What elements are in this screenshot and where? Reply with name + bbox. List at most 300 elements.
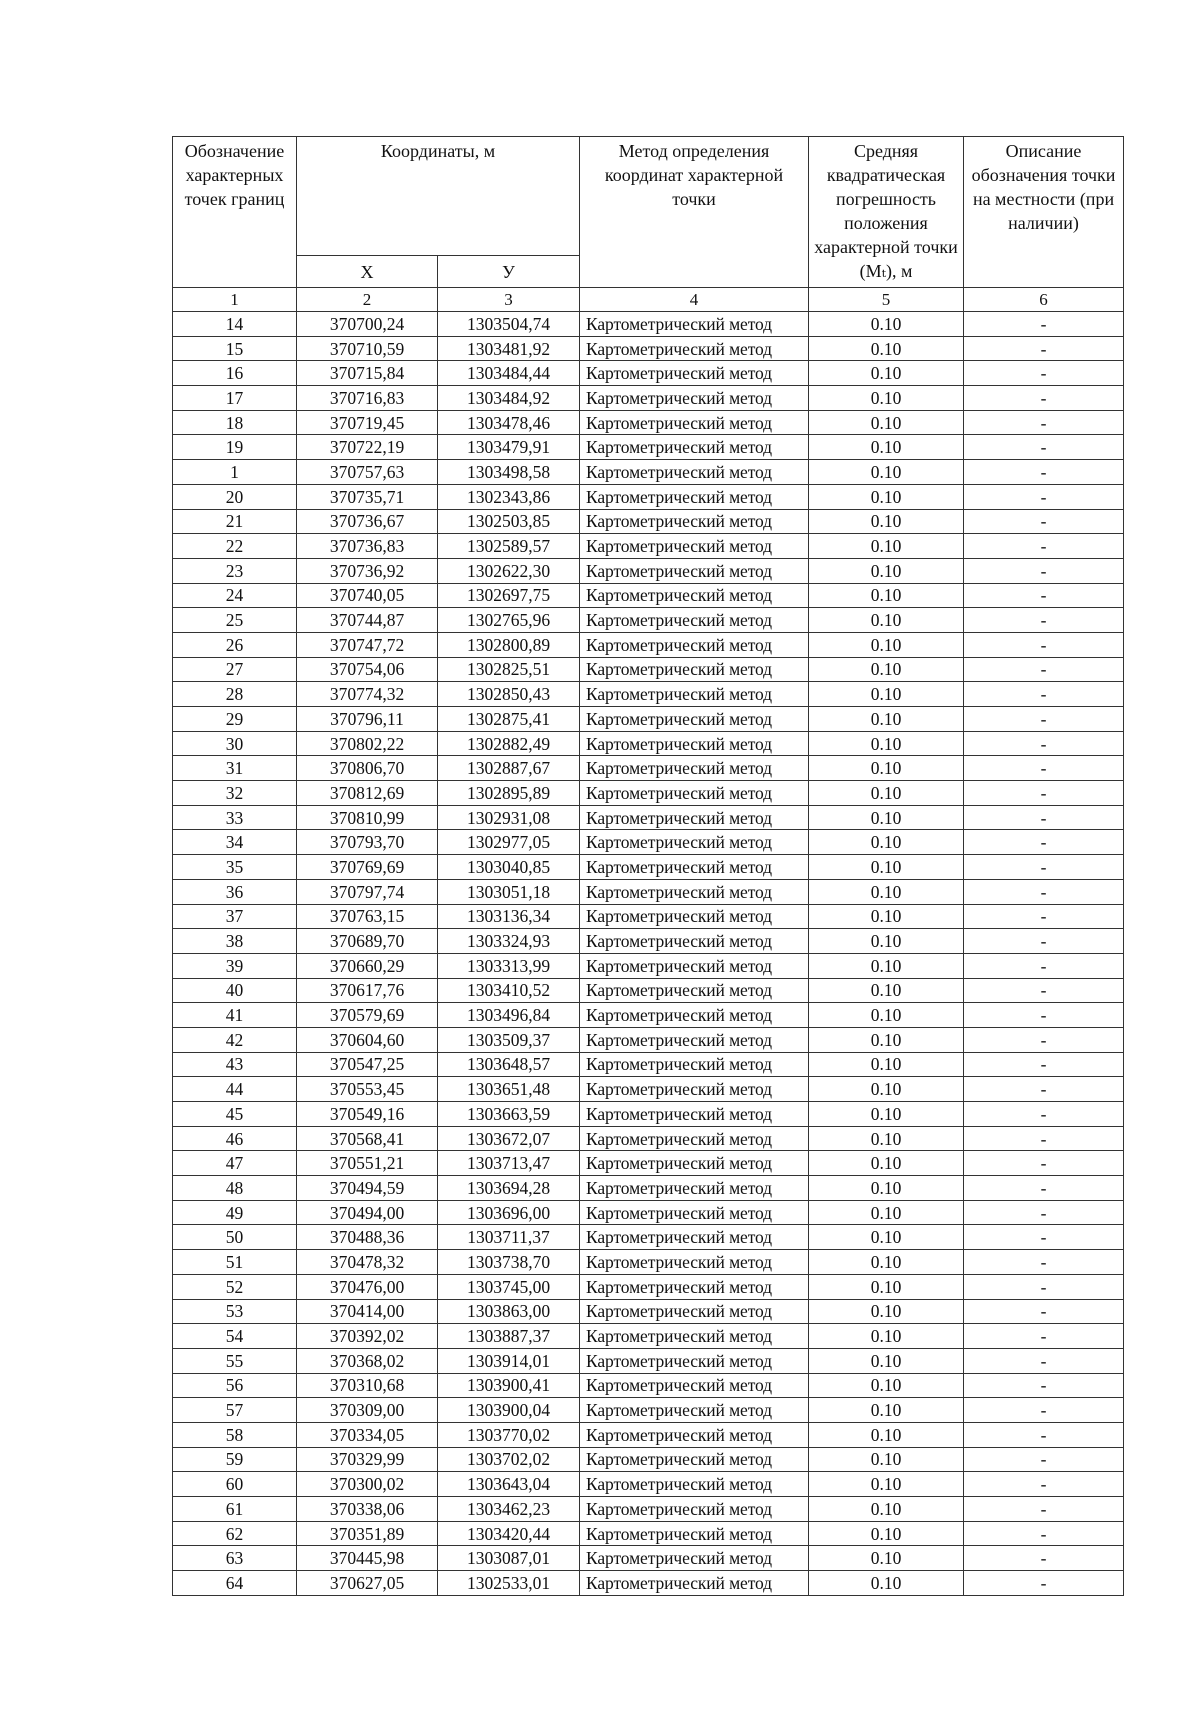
method-cell: Картометрический метод (580, 1422, 809, 1447)
y-coordinate-cell: 1303651,48 (438, 1077, 580, 1102)
x-coordinate-cell: 370660,29 (297, 953, 438, 978)
x-coordinate-cell: 370627,05 (297, 1571, 438, 1596)
point-cell: 18 (173, 410, 297, 435)
header-description: Описание обозначения точки на местности (при наличии) (964, 137, 1124, 288)
y-coordinate-cell: 1303410,52 (438, 978, 580, 1003)
description-cell: - (964, 632, 1124, 657)
table-row (173, 707, 1124, 732)
y-coordinate-cell: 1303696,00 (438, 1200, 580, 1225)
accuracy-cell: 0.10 (809, 1126, 964, 1151)
header-accuracy: Средняя квадратическая погрешность положения характерной точки (Mₜ), м (809, 137, 964, 288)
x-coordinate-cell: 370719,45 (297, 410, 438, 435)
y-coordinate-cell: 1303694,28 (438, 1176, 580, 1201)
point-cell: 53 (173, 1299, 297, 1324)
y-coordinate-cell: 1303672,07 (438, 1126, 580, 1151)
point-cell: 50 (173, 1225, 297, 1250)
y-coordinate-cell: 1303478,46 (438, 410, 580, 435)
table-row (173, 879, 1124, 904)
point-cell: 44 (173, 1077, 297, 1102)
table-row (173, 1225, 1124, 1250)
point-cell: 26 (173, 632, 297, 657)
description-cell: - (964, 386, 1124, 411)
x-coordinate-cell: 370368,02 (297, 1348, 438, 1373)
point-cell: 29 (173, 707, 297, 732)
point-cell: 47 (173, 1151, 297, 1176)
table-row (173, 410, 1124, 435)
accuracy-cell: 0.10 (809, 1447, 964, 1472)
accuracy-cell: 0.10 (809, 1373, 964, 1398)
accuracy-cell: 0.10 (809, 1176, 964, 1201)
x-coordinate-cell: 370547,25 (297, 1052, 438, 1077)
table-row (173, 1027, 1124, 1052)
description-cell: - (964, 953, 1124, 978)
x-coordinate-cell: 370812,69 (297, 781, 438, 806)
y-coordinate-cell: 1302343,86 (438, 484, 580, 509)
y-coordinate-cell: 1302875,41 (438, 707, 580, 732)
accuracy-cell: 0.10 (809, 312, 964, 337)
table-row (173, 1274, 1124, 1299)
table-row (173, 805, 1124, 830)
table-row (173, 1176, 1124, 1201)
y-coordinate-cell: 1303914,01 (438, 1348, 580, 1373)
table-row (173, 1398, 1124, 1423)
description-cell: - (964, 904, 1124, 929)
table-row (173, 558, 1124, 583)
point-cell: 34 (173, 830, 297, 855)
description-cell: - (964, 1052, 1124, 1077)
x-coordinate-cell: 370796,11 (297, 707, 438, 732)
x-coordinate-cell: 370617,76 (297, 978, 438, 1003)
accuracy-cell: 0.10 (809, 1324, 964, 1349)
description-cell: - (964, 312, 1124, 337)
y-coordinate-cell: 1303484,44 (438, 361, 580, 386)
column-number: 5 (809, 288, 964, 312)
description-cell: - (964, 756, 1124, 781)
x-coordinate-cell: 370549,16 (297, 1102, 438, 1127)
method-cell: Картометрический метод (580, 707, 809, 732)
description-cell: - (964, 1472, 1124, 1497)
point-cell: 40 (173, 978, 297, 1003)
method-cell: Картометрический метод (580, 855, 809, 880)
y-coordinate-cell: 1303887,37 (438, 1324, 580, 1349)
table-row (173, 781, 1124, 806)
accuracy-cell: 0.10 (809, 879, 964, 904)
y-coordinate-cell: 1302765,96 (438, 608, 580, 633)
accuracy-cell: 0.10 (809, 978, 964, 1003)
y-coordinate-cell: 1302533,01 (438, 1571, 580, 1596)
description-cell: - (964, 558, 1124, 583)
coordinates-table (172, 136, 1124, 1596)
point-cell: 17 (173, 386, 297, 411)
table-row (173, 1546, 1124, 1571)
point-cell: 37 (173, 904, 297, 929)
y-coordinate-cell: 1303481,92 (438, 336, 580, 361)
point-cell: 58 (173, 1422, 297, 1447)
description-cell: - (964, 1497, 1124, 1522)
accuracy-cell: 0.10 (809, 361, 964, 386)
table-row (173, 1472, 1124, 1497)
y-coordinate-cell: 1302697,75 (438, 583, 580, 608)
description-cell: - (964, 781, 1124, 806)
accuracy-cell: 0.10 (809, 682, 964, 707)
table-row (173, 336, 1124, 361)
x-coordinate-cell: 370774,32 (297, 682, 438, 707)
description-cell: - (964, 978, 1124, 1003)
method-cell: Картометрический метод (580, 1102, 809, 1127)
table-row (173, 509, 1124, 534)
x-coordinate-cell: 370744,87 (297, 608, 438, 633)
accuracy-cell: 0.10 (809, 1200, 964, 1225)
accuracy-cell: 0.10 (809, 1003, 964, 1028)
method-cell: Картометрический метод (580, 1077, 809, 1102)
description-cell: - (964, 1447, 1124, 1472)
point-cell: 48 (173, 1176, 297, 1201)
y-coordinate-cell: 1302882,49 (438, 731, 580, 756)
accuracy-cell: 0.10 (809, 1398, 964, 1423)
y-coordinate-cell: 1303770,02 (438, 1422, 580, 1447)
column-number: 2 (297, 288, 438, 312)
description-cell: - (964, 1151, 1124, 1176)
x-coordinate-cell: 370797,74 (297, 879, 438, 904)
accuracy-cell: 0.10 (809, 608, 964, 633)
y-coordinate-cell: 1302977,05 (438, 830, 580, 855)
x-coordinate-cell: 370802,22 (297, 731, 438, 756)
description-cell: - (964, 1003, 1124, 1028)
method-cell: Картометрический метод (580, 386, 809, 411)
description-cell: - (964, 1102, 1124, 1127)
x-coordinate-cell: 370754,06 (297, 657, 438, 682)
accuracy-cell: 0.10 (809, 904, 964, 929)
description-cell: - (964, 1200, 1124, 1225)
description-cell: - (964, 361, 1124, 386)
accuracy-cell: 0.10 (809, 632, 964, 657)
point-cell: 21 (173, 509, 297, 534)
accuracy-cell: 0.10 (809, 657, 964, 682)
accuracy-cell: 0.10 (809, 1422, 964, 1447)
column-number: 1 (173, 288, 297, 312)
table-row (173, 583, 1124, 608)
accuracy-cell: 0.10 (809, 1052, 964, 1077)
accuracy-cell: 0.10 (809, 1151, 964, 1176)
method-cell: Картометрический метод (580, 1348, 809, 1373)
y-coordinate-cell: 1303643,04 (438, 1472, 580, 1497)
table-row (173, 1497, 1124, 1522)
accuracy-cell: 0.10 (809, 1274, 964, 1299)
description-cell: - (964, 1077, 1124, 1102)
method-cell: Картометрический метод (580, 805, 809, 830)
method-cell: Картометрический метод (580, 1151, 809, 1176)
y-coordinate-cell: 1302850,43 (438, 682, 580, 707)
description-cell: - (964, 1348, 1124, 1373)
y-coordinate-cell: 1302503,85 (438, 509, 580, 534)
method-cell: Картометрический метод (580, 879, 809, 904)
point-cell: 33 (173, 805, 297, 830)
x-coordinate-cell: 370736,83 (297, 534, 438, 559)
method-cell: Картометрический метод (580, 1472, 809, 1497)
x-coordinate-cell: 370715,84 (297, 361, 438, 386)
method-cell: Картометрический метод (580, 1447, 809, 1472)
x-coordinate-cell: 370716,83 (297, 386, 438, 411)
method-cell: Картометрический метод (580, 657, 809, 682)
method-cell: Картометрический метод (580, 953, 809, 978)
y-coordinate-cell: 1303900,41 (438, 1373, 580, 1398)
description-cell: - (964, 805, 1124, 830)
description-cell: - (964, 484, 1124, 509)
description-cell: - (964, 1521, 1124, 1546)
method-cell: Картометрический метод (580, 830, 809, 855)
y-coordinate-cell: 1303648,57 (438, 1052, 580, 1077)
description-cell: - (964, 1571, 1124, 1596)
method-cell: Картометрический метод (580, 1274, 809, 1299)
y-coordinate-cell: 1302825,51 (438, 657, 580, 682)
accuracy-cell: 0.10 (809, 855, 964, 880)
point-cell: 55 (173, 1348, 297, 1373)
x-coordinate-cell: 370334,05 (297, 1422, 438, 1447)
description-cell: - (964, 1250, 1124, 1275)
method-cell: Картометрический метод (580, 460, 809, 485)
table-row (173, 1571, 1124, 1596)
y-coordinate-cell: 1303711,37 (438, 1225, 580, 1250)
point-cell: 62 (173, 1521, 297, 1546)
accuracy-cell: 0.10 (809, 1521, 964, 1546)
method-cell: Картометрический метод (580, 904, 809, 929)
description-cell: - (964, 435, 1124, 460)
table-row (173, 1151, 1124, 1176)
point-cell: 59 (173, 1447, 297, 1472)
description-cell: - (964, 1546, 1124, 1571)
x-coordinate-cell: 370700,24 (297, 312, 438, 337)
point-cell: 46 (173, 1126, 297, 1151)
accuracy-cell: 0.10 (809, 929, 964, 954)
x-coordinate-cell: 370494,59 (297, 1176, 438, 1201)
x-coordinate-cell: 370338,06 (297, 1497, 438, 1522)
y-coordinate-cell: 1303702,02 (438, 1447, 580, 1472)
description-cell: - (964, 1274, 1124, 1299)
description-cell: - (964, 1126, 1124, 1151)
y-coordinate-cell: 1303863,00 (438, 1299, 580, 1324)
table-row (173, 731, 1124, 756)
table-row (173, 312, 1124, 337)
table-row (173, 978, 1124, 1003)
method-cell: Картометрический метод (580, 608, 809, 633)
y-coordinate-cell: 1303479,91 (438, 435, 580, 460)
method-cell: Картометрический метод (580, 1225, 809, 1250)
x-coordinate-cell: 370757,63 (297, 460, 438, 485)
accuracy-cell: 0.10 (809, 484, 964, 509)
x-coordinate-cell: 370300,02 (297, 1472, 438, 1497)
point-cell: 60 (173, 1472, 297, 1497)
method-cell: Картометрический метод (580, 1571, 809, 1596)
description-cell: - (964, 1225, 1124, 1250)
x-coordinate-cell: 370736,92 (297, 558, 438, 583)
x-coordinate-cell: 370806,70 (297, 756, 438, 781)
point-cell: 42 (173, 1027, 297, 1052)
point-cell: 14 (173, 312, 297, 337)
x-coordinate-cell: 370478,32 (297, 1250, 438, 1275)
y-coordinate-cell: 1303496,84 (438, 1003, 580, 1028)
method-cell: Картометрический метод (580, 1250, 809, 1275)
description-cell: - (964, 1027, 1124, 1052)
table-row (173, 682, 1124, 707)
table-row (173, 632, 1124, 657)
accuracy-cell: 0.10 (809, 1472, 964, 1497)
x-coordinate-cell: 370735,71 (297, 484, 438, 509)
table-row (173, 830, 1124, 855)
point-cell: 35 (173, 855, 297, 880)
accuracy-cell: 0.10 (809, 336, 964, 361)
description-cell: - (964, 608, 1124, 633)
description-cell: - (964, 1299, 1124, 1324)
accuracy-cell: 0.10 (809, 1348, 964, 1373)
method-cell: Картометрический метод (580, 1200, 809, 1225)
x-coordinate-cell: 370769,69 (297, 855, 438, 880)
point-cell: 51 (173, 1250, 297, 1275)
point-cell: 52 (173, 1274, 297, 1299)
method-cell: Картометрический метод (580, 534, 809, 559)
header-x: X (297, 256, 438, 288)
table-row (173, 1299, 1124, 1324)
y-coordinate-cell: 1303509,37 (438, 1027, 580, 1052)
method-cell: Картометрический метод (580, 410, 809, 435)
description-cell: - (964, 929, 1124, 954)
description-cell: - (964, 731, 1124, 756)
method-cell: Картометрический метод (580, 1052, 809, 1077)
x-coordinate-cell: 370793,70 (297, 830, 438, 855)
point-cell: 22 (173, 534, 297, 559)
method-cell: Картометрический метод (580, 1497, 809, 1522)
header-point-designation: Обозначение характерных точек границ (173, 137, 297, 288)
x-coordinate-cell: 370568,41 (297, 1126, 438, 1151)
point-cell: 20 (173, 484, 297, 509)
accuracy-cell: 0.10 (809, 1250, 964, 1275)
y-coordinate-cell: 1303745,00 (438, 1274, 580, 1299)
table-row (173, 534, 1124, 559)
description-cell: - (964, 1422, 1124, 1447)
description-cell: - (964, 410, 1124, 435)
table-row (173, 1348, 1124, 1373)
accuracy-cell: 0.10 (809, 1102, 964, 1127)
point-cell: 38 (173, 929, 297, 954)
method-cell: Картометрический метод (580, 435, 809, 460)
point-cell: 56 (173, 1373, 297, 1398)
table-row (173, 1521, 1124, 1546)
point-cell: 15 (173, 336, 297, 361)
point-cell: 41 (173, 1003, 297, 1028)
point-cell: 32 (173, 781, 297, 806)
description-cell: - (964, 583, 1124, 608)
description-cell: - (964, 1176, 1124, 1201)
point-cell: 57 (173, 1398, 297, 1423)
method-cell: Картометрический метод (580, 1373, 809, 1398)
table-row (173, 435, 1124, 460)
table-row (173, 904, 1124, 929)
description-cell: - (964, 460, 1124, 485)
y-coordinate-cell: 1303900,04 (438, 1398, 580, 1423)
table-row (173, 1373, 1124, 1398)
method-cell: Картометрический метод (580, 978, 809, 1003)
x-coordinate-cell: 370494,00 (297, 1200, 438, 1225)
method-cell: Картометрический метод (580, 336, 809, 361)
x-coordinate-cell: 370722,19 (297, 435, 438, 460)
method-cell: Картометрический метод (580, 1398, 809, 1423)
method-cell: Картометрический метод (580, 1027, 809, 1052)
accuracy-cell: 0.10 (809, 1299, 964, 1324)
table-row (173, 484, 1124, 509)
x-coordinate-cell: 370740,05 (297, 583, 438, 608)
description-cell: - (964, 707, 1124, 732)
method-cell: Картометрический метод (580, 731, 809, 756)
accuracy-cell: 0.10 (809, 558, 964, 583)
method-cell: Картометрический метод (580, 509, 809, 534)
method-cell: Картометрический метод (580, 1299, 809, 1324)
accuracy-cell: 0.10 (809, 781, 964, 806)
y-coordinate-cell: 1303498,58 (438, 460, 580, 485)
x-coordinate-cell: 370747,72 (297, 632, 438, 657)
header-coordinates: Координаты, м (297, 137, 580, 256)
point-cell: 64 (173, 1571, 297, 1596)
table-row (173, 1102, 1124, 1127)
point-cell: 49 (173, 1200, 297, 1225)
y-coordinate-cell: 1303713,47 (438, 1151, 580, 1176)
y-coordinate-cell: 1302895,89 (438, 781, 580, 806)
y-coordinate-cell: 1303484,92 (438, 386, 580, 411)
description-cell: - (964, 855, 1124, 880)
x-coordinate-cell: 370445,98 (297, 1546, 438, 1571)
y-coordinate-cell: 1303420,44 (438, 1521, 580, 1546)
accuracy-cell: 0.10 (809, 731, 964, 756)
method-cell: Картометрический метод (580, 1324, 809, 1349)
point-cell: 31 (173, 756, 297, 781)
method-cell: Картометрический метод (580, 682, 809, 707)
accuracy-cell: 0.10 (809, 830, 964, 855)
y-coordinate-cell: 1303462,23 (438, 1497, 580, 1522)
method-cell: Картометрический метод (580, 756, 809, 781)
point-cell: 28 (173, 682, 297, 707)
y-coordinate-cell: 1303663,59 (438, 1102, 580, 1127)
table-row (173, 953, 1124, 978)
x-coordinate-cell: 370710,59 (297, 336, 438, 361)
y-coordinate-cell: 1303324,93 (438, 929, 580, 954)
y-coordinate-cell: 1303136,34 (438, 904, 580, 929)
table-row (173, 1077, 1124, 1102)
y-coordinate-cell: 1303504,74 (438, 312, 580, 337)
y-coordinate-cell: 1302887,67 (438, 756, 580, 781)
accuracy-cell: 0.10 (809, 756, 964, 781)
point-cell: 24 (173, 583, 297, 608)
x-coordinate-cell: 370810,99 (297, 805, 438, 830)
x-coordinate-cell: 370579,69 (297, 1003, 438, 1028)
y-coordinate-cell: 1303087,01 (438, 1546, 580, 1571)
point-cell: 61 (173, 1497, 297, 1522)
method-cell: Картометрический метод (580, 1546, 809, 1571)
column-number-row (173, 288, 1124, 312)
description-cell: - (964, 879, 1124, 904)
accuracy-cell: 0.10 (809, 953, 964, 978)
point-cell: 43 (173, 1052, 297, 1077)
table-row (173, 460, 1124, 485)
accuracy-cell: 0.10 (809, 1571, 964, 1596)
accuracy-cell: 0.10 (809, 583, 964, 608)
y-coordinate-cell: 1303738,70 (438, 1250, 580, 1275)
y-coordinate-cell: 1303051,18 (438, 879, 580, 904)
accuracy-cell: 0.10 (809, 410, 964, 435)
description-cell: - (964, 1398, 1124, 1423)
accuracy-cell: 0.10 (809, 386, 964, 411)
method-cell: Картометрический метод (580, 312, 809, 337)
table-row (173, 608, 1124, 633)
table-row (173, 1324, 1124, 1349)
x-coordinate-cell: 370553,45 (297, 1077, 438, 1102)
